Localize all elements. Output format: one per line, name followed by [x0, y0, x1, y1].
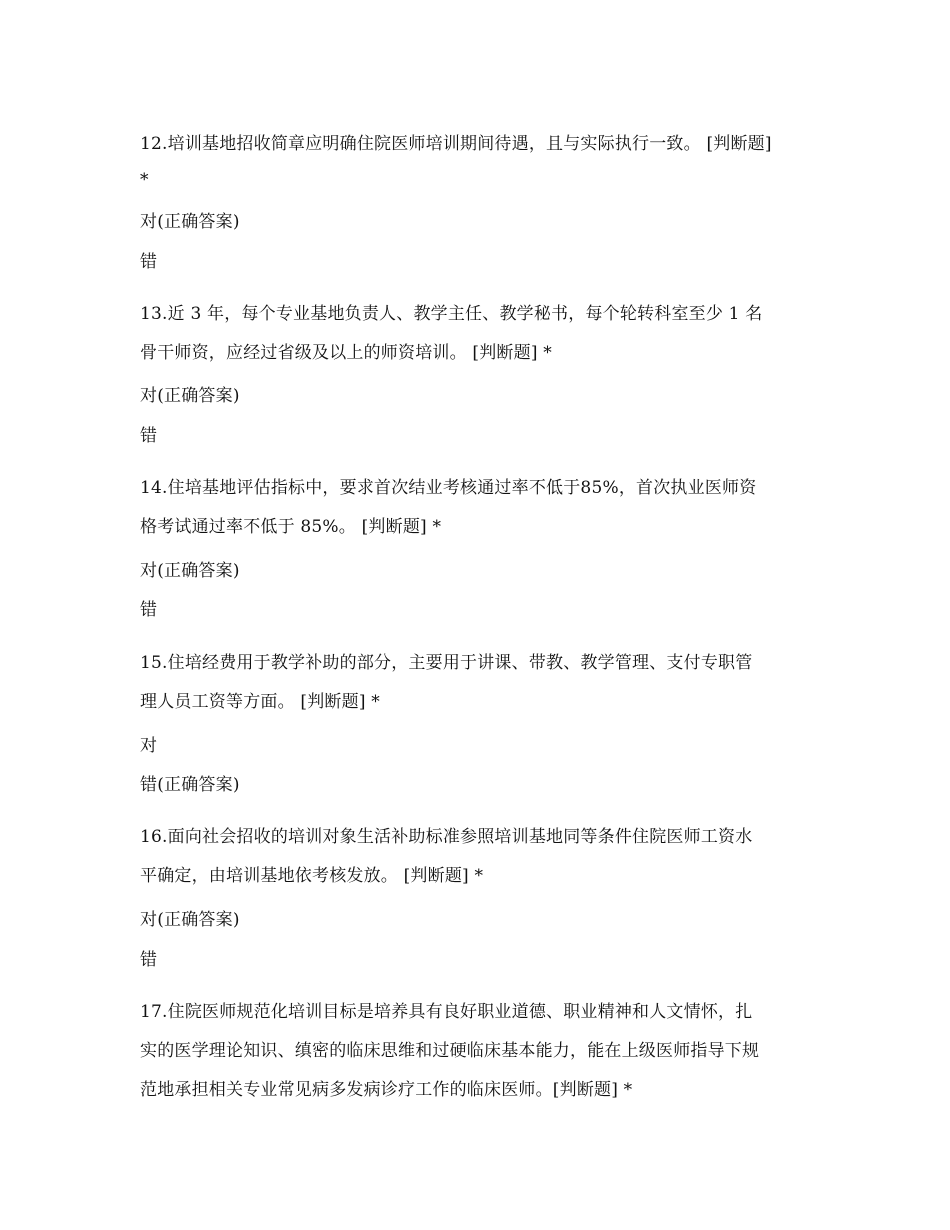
question-14-text-line-2: 格考试通过率不低于 85%。 [判断题] *: [140, 517, 442, 537]
question-13-text-line-2: 骨干师资，应经过省级及以上的师资培训。 [判断题] *: [140, 343, 552, 363]
question-15-option-true: 对: [140, 736, 158, 756]
question-15-text-line-1: 15.住培经费用于教学补助的部分，主要用于讲课、带教、教学管理、支付专职管: [140, 653, 753, 673]
question-16-option-true: 对(正确答案): [140, 910, 240, 930]
question-15-option-false: 错(正确答案): [140, 775, 240, 795]
question-12-text-line-2: *: [140, 170, 149, 190]
question-12-option-true: 对(正确答案): [140, 212, 240, 232]
question-13-option-true: 对(正确答案): [140, 386, 240, 406]
question-14-text-line-1: 14.住培基地评估指标中，要求首次结业考核通过率不低于85%，首次执业医师资: [140, 478, 757, 498]
question-17-text-line-3: 范地承担相关专业常见病多发病诊疗工作的临床医师。[判断题] *: [140, 1080, 633, 1100]
question-12-option-false: 错: [140, 252, 158, 272]
question-13-option-false: 错: [140, 426, 158, 446]
question-16-text-line-1: 16.面向社会招收的培训对象生活补助标准参照培训基地同等条件住院医师工资水: [140, 827, 753, 847]
question-16-option-false: 错: [140, 950, 158, 970]
question-14-option-true: 对(正确答案): [140, 561, 240, 581]
question-16-text-line-2: 平确定，由培训基地依考核发放。 [判断题] *: [140, 866, 484, 886]
question-14-option-false: 错: [140, 600, 158, 620]
question-13-text-line-1: 13.近 3 年，每个专业基地负责人、教学主任、教学秘书，每个轮转科室至少 1 名: [140, 304, 763, 324]
question-12-text-line-1: 12.培训基地招收简章应明确住院医师培训期间待遇，且与实际执行一致。 [判断题]: [140, 134, 772, 154]
question-17-text-line-1: 17.住院医师规范化培训目标是培养具有良好职业道德、职业精神和人文情怀，扎: [140, 1002, 753, 1022]
question-15-text-line-2: 理人员工资等方面。 [判断题] *: [140, 692, 380, 712]
question-17-text-line-2: 实的医学理论知识、缜密的临床思维和过硬临床基本能力，能在上级医师指导下规: [140, 1041, 760, 1061]
